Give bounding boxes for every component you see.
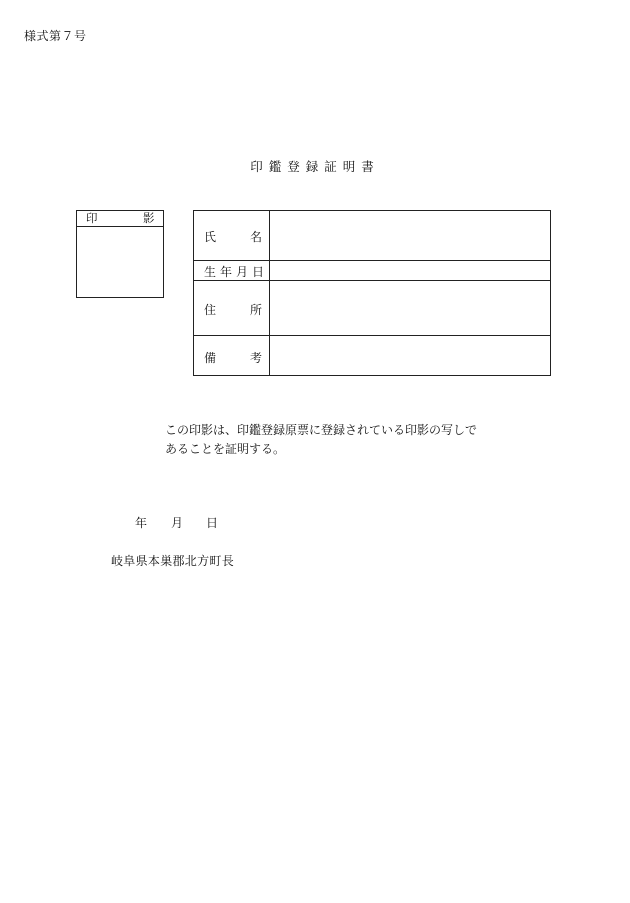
certification-statement	[165, 421, 477, 459]
name-label-first: 氏	[204, 230, 217, 244]
name-row	[194, 211, 550, 261]
seal-impression-box	[76, 210, 164, 298]
remarks-value-cell	[270, 336, 550, 375]
birthdate-value-cell	[270, 261, 550, 280]
birthdate-label: 生年月日	[204, 265, 269, 279]
address-row	[194, 281, 550, 336]
date-year-label: 年	[135, 516, 148, 530]
remarks-label-cell	[194, 336, 270, 375]
remarks-label-first: 備	[204, 351, 217, 365]
birthdate-row	[194, 261, 550, 281]
address-label-cell	[194, 281, 270, 335]
name-label-cell	[194, 211, 270, 260]
address-label-second: 所	[250, 303, 263, 317]
statement-line-1: この印影は、印鑑登録原票に登録されている印影の写しで	[165, 423, 478, 437]
form-number: 様式第７号	[24, 29, 87, 43]
seal-label-right: 影	[143, 211, 155, 225]
seal-label-left: 印	[86, 211, 98, 225]
issuer-name: 岐阜県本巣郡北方町長	[111, 554, 235, 568]
registrant-info-table	[193, 210, 551, 376]
name-label-second: 名	[250, 230, 263, 244]
date-day-label: 日	[206, 516, 219, 530]
statement-line-2: あることを証明する。	[165, 442, 286, 456]
seal-impression-area	[77, 227, 163, 297]
document-title: 印鑑登録証明書	[250, 159, 380, 174]
date-month-label: 月	[171, 516, 184, 530]
name-value-cell	[270, 211, 550, 260]
address-label-first: 住	[204, 303, 217, 317]
remarks-label-second: 考	[250, 351, 263, 365]
seal-box-header	[77, 211, 163, 227]
birthdate-label-cell	[194, 261, 270, 280]
remarks-row	[194, 336, 550, 375]
address-value-cell	[270, 281, 550, 335]
